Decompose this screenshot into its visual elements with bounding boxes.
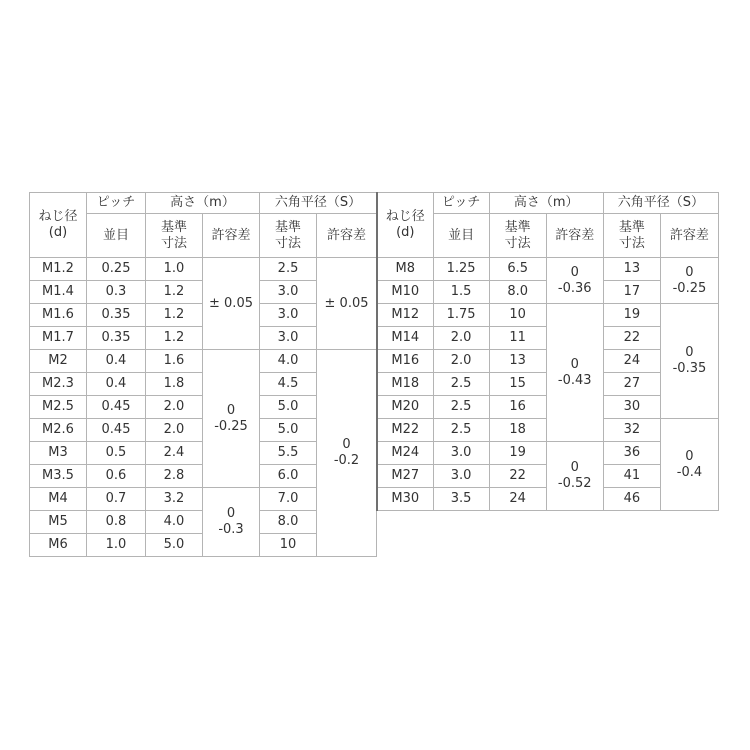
cell-height-tolerance: 0 -0.3 — [203, 488, 260, 557]
spec-table-left — [29, 192, 377, 557]
header-height-tolerance: 許容差 — [546, 214, 603, 258]
cell-size: M24 — [377, 442, 433, 465]
cell-hex: 19 — [603, 304, 660, 327]
cell-pitch: 2.0 — [433, 350, 489, 373]
cell-size: M6 — [30, 534, 87, 557]
cell-height: 6.5 — [489, 258, 546, 281]
cell-height-tolerance: 0 -0.43 — [546, 304, 603, 442]
cell-hex: 24 — [603, 350, 660, 373]
cell-hex: 4.0 — [260, 350, 317, 373]
table-row — [30, 350, 377, 373]
cell-size: M2.6 — [30, 419, 87, 442]
cell-pitch: 1.75 — [433, 304, 489, 327]
cell-hex: 7.0 — [260, 488, 317, 511]
cell-hex-tolerance: 0 -0.25 — [660, 258, 718, 304]
cell-pitch: 2.0 — [433, 327, 489, 350]
cell-pitch: 0.3 — [87, 281, 146, 304]
cell-size: M30 — [377, 488, 433, 511]
header-pitch: ピッチ — [433, 193, 489, 214]
cell-size: M1.4 — [30, 281, 87, 304]
cell-height: 13 — [489, 350, 546, 373]
cell-pitch: 2.5 — [433, 419, 489, 442]
cell-height: 2.0 — [146, 396, 203, 419]
cell-size: M14 — [377, 327, 433, 350]
header-hex-width: 六角平径（S） — [260, 193, 377, 214]
cell-hex: 27 — [603, 373, 660, 396]
cell-height: 2.8 — [146, 465, 203, 488]
cell-pitch: 0.4 — [87, 373, 146, 396]
cell-hex-tolerance: ± 0.05 — [317, 258, 377, 350]
cell-hex: 30 — [603, 396, 660, 419]
cell-size: M4 — [30, 488, 87, 511]
cell-height: 11 — [489, 327, 546, 350]
cell-hex: 17 — [603, 281, 660, 304]
cell-hex: 5.0 — [260, 396, 317, 419]
table-row — [30, 258, 377, 281]
cell-size: M2 — [30, 350, 87, 373]
cell-height: 1.2 — [146, 281, 203, 304]
cell-height: 5.0 — [146, 534, 203, 557]
cell-height: 1.2 — [146, 304, 203, 327]
cell-hex: 41 — [603, 465, 660, 488]
header-hex-tolerance: 許容差 — [660, 214, 718, 258]
cell-height-tolerance: ± 0.05 — [203, 258, 260, 350]
cell-height: 8.0 — [489, 281, 546, 304]
cell-hex: 10 — [260, 534, 317, 557]
table-body — [30, 258, 377, 557]
cell-size: M1.7 — [30, 327, 87, 350]
cell-size: M2.3 — [30, 373, 87, 396]
cell-hex: 6.0 — [260, 465, 317, 488]
cell-size: M16 — [377, 350, 433, 373]
header-height-basic: 基準 寸法 — [489, 214, 546, 258]
header-hex-basic: 基準 寸法 — [260, 214, 317, 258]
cell-pitch: 0.4 — [87, 350, 146, 373]
cell-height: 1.6 — [146, 350, 203, 373]
cell-hex: 3.0 — [260, 304, 317, 327]
cell-size: M22 — [377, 419, 433, 442]
cell-pitch: 1.5 — [433, 281, 489, 304]
cell-size: M1.2 — [30, 258, 87, 281]
cell-height: 2.0 — [146, 419, 203, 442]
cell-size: M5 — [30, 511, 87, 534]
cell-pitch: 1.0 — [87, 534, 146, 557]
cell-height: 4.0 — [146, 511, 203, 534]
header-pitch-coarse: 並目 — [433, 214, 489, 258]
header-pitch-coarse: 並目 — [87, 214, 146, 258]
cell-pitch: 0.8 — [87, 511, 146, 534]
header-screw-diameter: ねじ径 (d) — [30, 193, 87, 258]
cell-hex: 36 — [603, 442, 660, 465]
cell-pitch: 0.6 — [87, 465, 146, 488]
cell-size: M2.5 — [30, 396, 87, 419]
cell-size: M10 — [377, 281, 433, 304]
header-hex-width: 六角平径（S） — [603, 193, 718, 214]
cell-pitch: 0.5 — [87, 442, 146, 465]
cell-hex: 2.5 — [260, 258, 317, 281]
spec-table-right — [376, 192, 719, 511]
cell-size: M3.5 — [30, 465, 87, 488]
cell-height: 18 — [489, 419, 546, 442]
cell-height-tolerance: 0 -0.52 — [546, 442, 603, 511]
header-height-basic: 基準 寸法 — [146, 214, 203, 258]
cell-height: 24 — [489, 488, 546, 511]
cell-hex: 3.0 — [260, 281, 317, 304]
header-hex-tolerance: 許容差 — [317, 214, 377, 258]
table-row — [377, 258, 719, 281]
cell-pitch: 0.7 — [87, 488, 146, 511]
cell-hex: 8.0 — [260, 511, 317, 534]
cell-height: 15 — [489, 373, 546, 396]
cell-size: M3 — [30, 442, 87, 465]
header-height: 高さ（m） — [489, 193, 603, 214]
cell-pitch: 3.0 — [433, 442, 489, 465]
cell-size: M8 — [377, 258, 433, 281]
cell-height: 1.2 — [146, 327, 203, 350]
cell-hex: 4.5 — [260, 373, 317, 396]
header-height: 高さ（m） — [146, 193, 260, 214]
header-screw-diameter: ねじ径 (d) — [377, 193, 433, 258]
table-row — [377, 304, 719, 327]
cell-pitch: 1.25 — [433, 258, 489, 281]
cell-pitch: 0.45 — [87, 396, 146, 419]
header-hex-basic: 基準 寸法 — [603, 214, 660, 258]
table-body — [377, 258, 719, 511]
cell-height: 2.4 — [146, 442, 203, 465]
cell-size: M27 — [377, 465, 433, 488]
cell-height: 3.2 — [146, 488, 203, 511]
cell-height-tolerance: 0 -0.36 — [546, 258, 603, 304]
cell-height: 22 — [489, 465, 546, 488]
cell-pitch: 3.5 — [433, 488, 489, 511]
cell-height: 10 — [489, 304, 546, 327]
cell-size: M12 — [377, 304, 433, 327]
cell-hex: 46 — [603, 488, 660, 511]
cell-hex: 3.0 — [260, 327, 317, 350]
cell-size: M1.6 — [30, 304, 87, 327]
cell-hex: 32 — [603, 419, 660, 442]
cell-size: M20 — [377, 396, 433, 419]
cell-hex-tolerance: 0 -0.35 — [660, 304, 718, 419]
cell-size: M18 — [377, 373, 433, 396]
cell-hex-tolerance: 0 -0.2 — [317, 350, 377, 557]
cell-height: 19 — [489, 442, 546, 465]
cell-pitch: 0.45 — [87, 419, 146, 442]
cell-hex: 5.5 — [260, 442, 317, 465]
cell-hex-tolerance: 0 -0.4 — [660, 419, 718, 511]
cell-hex: 5.0 — [260, 419, 317, 442]
cell-pitch: 2.5 — [433, 373, 489, 396]
cell-pitch: 0.25 — [87, 258, 146, 281]
cell-hex: 22 — [603, 327, 660, 350]
cell-pitch: 3.0 — [433, 465, 489, 488]
header-pitch: ピッチ — [87, 193, 146, 214]
cell-height: 1.0 — [146, 258, 203, 281]
cell-height: 16 — [489, 396, 546, 419]
cell-height-tolerance: 0 -0.25 — [203, 350, 260, 488]
cell-pitch: 0.35 — [87, 327, 146, 350]
header-height-tolerance: 許容差 — [203, 214, 260, 258]
cell-pitch: 2.5 — [433, 396, 489, 419]
cell-height: 1.8 — [146, 373, 203, 396]
cell-pitch: 0.35 — [87, 304, 146, 327]
cell-hex: 13 — [603, 258, 660, 281]
